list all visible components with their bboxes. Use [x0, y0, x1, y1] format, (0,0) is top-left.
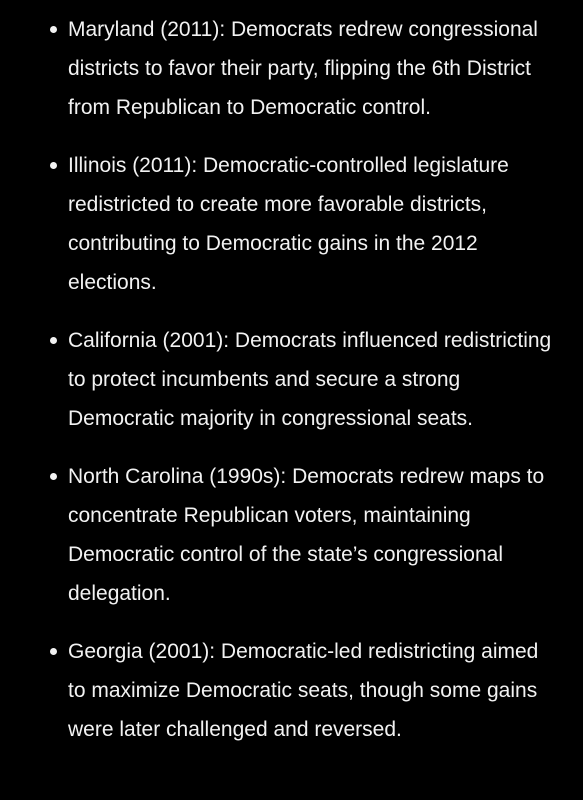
list-item-text: Illinois (2011): Democratic-controlled legislature redistricted to create more favorable districts, contributing to Democratic gains in the 2012 elections. — [68, 154, 509, 294]
list-item-north-carolina — [0, 457, 583, 613]
list-item-text: Maryland (2011): Democrats redrew congressional districts to favor their party, flipping the 6th District from Republican to Democratic control. — [68, 18, 538, 119]
bullet-icon — [50, 26, 57, 33]
bullet-icon — [50, 162, 57, 169]
bullet-icon — [50, 648, 57, 655]
list-item-text: North Carolina (1990s): Democrats redrew maps to concentrate Republican voters, maintaining Democratic control of the state’s congressional delegation. — [68, 465, 545, 605]
bullet-icon — [50, 473, 57, 480]
list-item-text: Georgia (2001): Democratic-led redistricting aimed to maximize Democratic seats, though some gains were later challenged and reversed. — [68, 640, 539, 741]
list-item-california — [0, 321, 583, 438]
bullet-icon — [50, 337, 57, 344]
list-item-text: California (2001): Democrats influenced redistricting to protect incumbents and secure a strong Democratic majority in congressional seats. — [68, 329, 552, 430]
list-item-georgia — [0, 632, 583, 749]
list-item-maryland — [0, 10, 583, 127]
list-item-illinois — [0, 146, 583, 302]
bullet-list — [0, 10, 583, 768]
